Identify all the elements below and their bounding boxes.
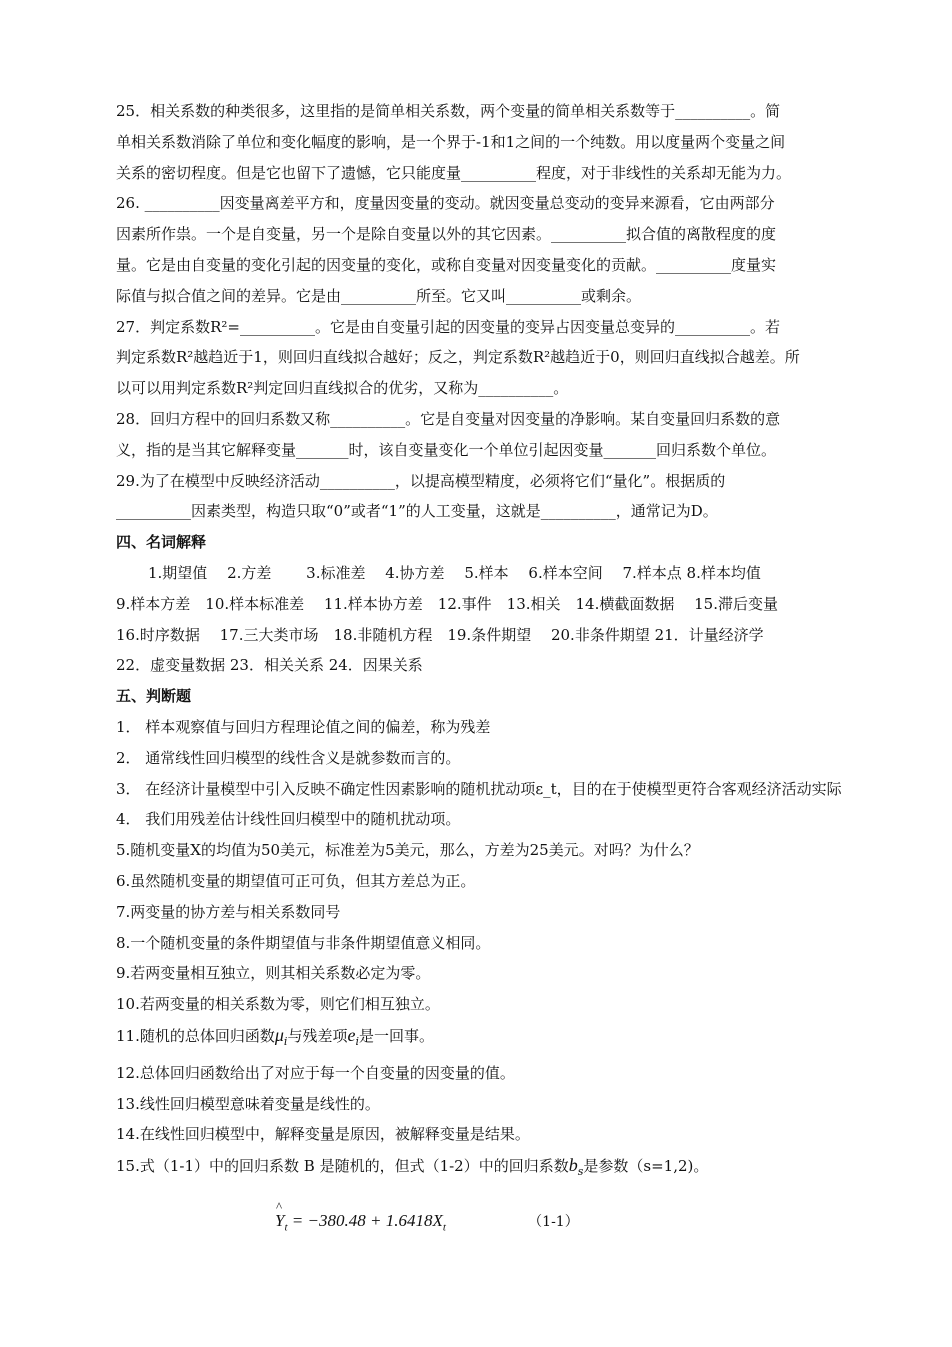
- judgment-item: 4． 我们用残差估计线性回归模型中的随机扰动项。: [116, 810, 461, 829]
- text-line: __________因素类型，构造只取“0”或者“1”的人工变量，这就是__________，通常记为D。: [116, 502, 718, 521]
- judgment-list: [116, 712, 862, 1188]
- equation-number: （1-1）: [528, 1214, 579, 1230]
- math-mu: μ: [274, 1024, 284, 1045]
- text-line: 量。它是由自变量的变化引起的因变量的变化，或称自变量对因变量变化的贡献。__________度量实: [116, 255, 777, 274]
- equation-rhs: = −380.48 + 1.6418X: [287, 1211, 443, 1230]
- section-heading-terms: 四、名词解释: [116, 533, 207, 552]
- math-subscript: t: [284, 1221, 288, 1234]
- text-segment: 15.式（1-1）中的回归系数 B 是随机的，但式（1-2）中的回归系数: [116, 1157, 569, 1176]
- question-27: [116, 312, 862, 404]
- judgment-item: 7.两变量的协方差与相关系数同号: [116, 902, 341, 921]
- text-line: 义，指的是当其它解释变量_______时，该自变量变化一个单位引起因变量_______回归系数个单位。: [116, 440, 777, 459]
- judgment-item: 8.一个随机变量的条件期望值与非条件期望值意义相同。: [116, 933, 491, 952]
- judgment-item-11: [116, 1020, 862, 1058]
- text-line: 26. __________因变量离差平方和，度量因变量的变动。就因变量总变动的变异来源看，它由两部分: [116, 194, 775, 213]
- text-line: 25．相关系数的种类很多，这里指的是简单相关系数，两个变量的简单相关系数等于__________。简: [116, 102, 781, 120]
- text-line: 判定系数R²越趋近于1，则回归直线拟合越好；反之，判定系数R²越趋近于0，则回归直线拟合越差。所: [116, 348, 800, 367]
- judgment-item-15: [116, 1150, 862, 1188]
- terms-line: 16.时序数据 17.三大类市场 18.非随机方程 19.条件期望 20.非条件期望 21．计量经济学: [116, 625, 764, 644]
- text-segment: 与残差项: [287, 1026, 348, 1045]
- terms-line: 9.样本方差 10.样本标准差 11.样本协方差 12.事件 13.相关 14.横截面数据 15.滞后变量: [116, 594, 778, 613]
- text-segment: 是参数（s=1,2)。: [583, 1157, 709, 1176]
- text-line: 因素所作祟。一个是自变量，另一个是除自变量以外的其它因素。__________拟合值的离散程度的度: [116, 225, 777, 244]
- judgment-item: 14.在线性回归模型中，解释变量是原因，被解释变量是结果。: [116, 1125, 530, 1144]
- terms-line: 1.期望值 2.方差 3.标准差 4.协方差 5.样本 6.样本空间 7.样本点 8.样本均值: [148, 563, 761, 582]
- text-segment: 是一回事。: [358, 1026, 434, 1045]
- judgment-item: 5.随机变量X的均值为50美元，标准差为5美元，那么，方差为25美元。对吗？为什么？: [116, 841, 699, 860]
- text-segment: 11.随机的总体回归函数: [116, 1026, 275, 1045]
- question-28: [116, 404, 862, 466]
- math-y-hat: ^ Y: [275, 1211, 284, 1230]
- judgment-item: 2． 通常线性回归模型的线性含义是就参数而言的。: [116, 748, 461, 767]
- text-line: 27．判定系数R²=__________。它是由自变量引起的因变量的变异占因变量总变异的__________。若: [116, 317, 780, 336]
- section-heading-judgment: 五、判断题: [116, 687, 192, 706]
- math-e: e: [347, 1024, 356, 1045]
- judgment-item: 3． 在经济计量模型中引入反映不确定性因素影响的随机扰动项ε_t，目的在于使模型更符合客观经济活动实际: [116, 779, 842, 798]
- terms-list: [116, 558, 862, 681]
- math-subscript: i: [355, 1034, 359, 1048]
- document-body: [116, 96, 862, 1188]
- judgment-item: 1． 样本观察值与回归方程理论值之间的偏差，称为残差: [116, 717, 491, 736]
- judgment-item: 10.若两变量的相关系数为零，则它们相互独立。: [116, 995, 440, 1014]
- math-subscript: s: [577, 1165, 584, 1179]
- text-line: 际值与拟合值之间的差异。它是由__________所至。它又叫__________或剩余。: [116, 286, 642, 305]
- judgment-item: 6.虽然随机变量的期望值可正可负，但其方差总为正。: [116, 871, 476, 890]
- text-line: 单相关系数消除了单位和变化幅度的影响，是一个界于-1和1之间的一个纯数。用以度量两个变量之间: [116, 132, 786, 151]
- math-b: b: [568, 1155, 578, 1176]
- judgment-item: 13.线性回归模型意味着变量是线性的。: [116, 1094, 380, 1113]
- text-line: 关系的密切程度。但是它也留下了遗憾，它只能度量__________程度，对于非线性的关系却无能为力。: [116, 163, 792, 182]
- text-line: 以可以用判定系数R²判定回归直线拟合的优劣，又称为__________。: [116, 379, 569, 398]
- math-subscript: i: [283, 1034, 288, 1048]
- question-26: [116, 188, 862, 311]
- judgment-item: 9.若两变量相互独立，则其相关系数必定为零。: [116, 964, 431, 983]
- text-line: 28．回归方程中的回归系数又称__________。它是自变量对因变量的净影响。某自变量回归系数的意: [116, 409, 781, 428]
- question-29: [116, 466, 862, 528]
- terms-line: 22．虚变量数据 23．相关关系 24．因果关系: [116, 656, 423, 675]
- judgment-item: 12.总体回归函数给出了对应于每一个自变量的因变量的值。: [116, 1063, 515, 1082]
- question-25: [116, 96, 862, 188]
- equation-1-1: [275, 1211, 579, 1233]
- text-line: 29.为了在模型中反映经济活动__________，以提高模型精度，必须将它们“量化”。根据质的: [116, 471, 726, 490]
- math-subscript: t: [442, 1221, 446, 1234]
